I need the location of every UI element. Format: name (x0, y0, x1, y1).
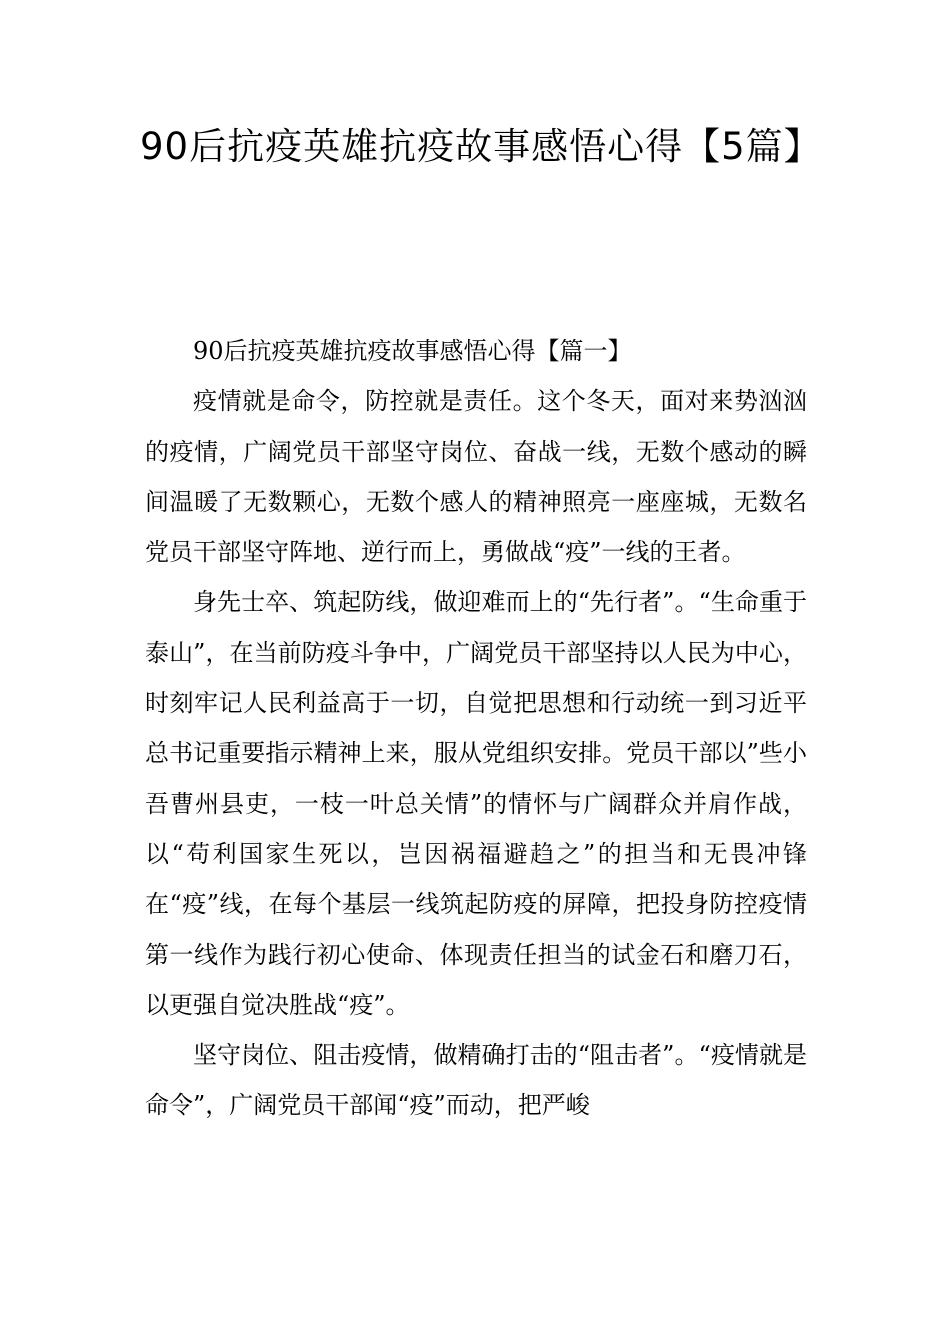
document-title: 90后抗疫英雄抗疫故事感悟心得【5篇】 (140, 125, 822, 168)
paragraph-3: 坚守岗位、阻击疫情，做精确打击的“阻击者”。“疫情就是命令”，广阔党员干部闻“疫”而动，把严峻 (145, 1041, 807, 1120)
paragraph-1: 疫情就是命令，防控就是责任。这个冬天，面对来势汹汹的疫情，广阔党员干部坚守岗位、奋战一线，无数个感动的瞬间温暖了无数颗心，无数个感人的精神照亮一座座城，无数名党员干部坚守阵地、逆行而上，勇做战“疫”一线的王者。 (145, 387, 807, 567)
section-heading: 90后抗疫英雄抗疫故事感悟心得【篇一】 (193, 337, 632, 365)
paragraph-2: 身先士卒、筑起防线，做迎难而上的“先行者”。“生命重于泰山”，在当前防疫斗争中，广阔党员干部坚持以人民为中心，时刻牢记人民利益高于一切，自觉把思想和行动统一到习近平总书记重要指示精神上来，服从党组织安排。党员干部以”些小吾曹州县吏，一枝一叶总关情”的情怀与广阔群众并肩作战，以“苟利国家生死以，岂因祸福避趋之”的担当和无畏冲锋在“疫”线，在每个基层一线筑起防疫的屏障，把投身防控疫情第一线作为践行初心使命、体现责任担当的试金石和磨刀石，以更强自觉决胜战“疫”。 (145, 588, 807, 1019)
document-body (145, 326, 807, 1131)
